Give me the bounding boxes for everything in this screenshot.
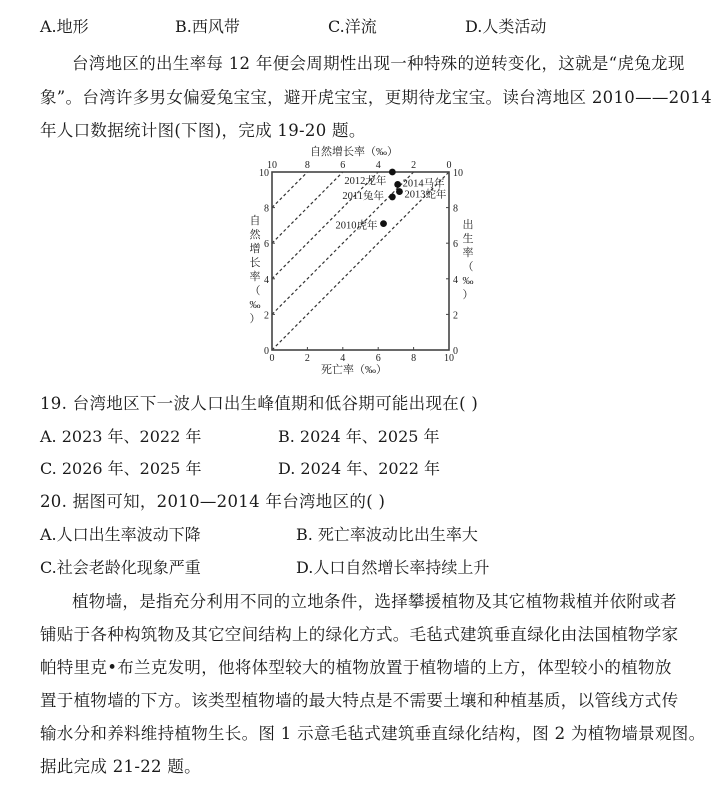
- left-axis-label: [250, 214, 262, 325]
- q19-option-a: A. 2023 年、2022 年: [40, 427, 202, 446]
- axis-label-char: ‰: [462, 275, 474, 287]
- axis-label-char: ）: [249, 313, 261, 325]
- axis-label-char: 率: [249, 271, 261, 283]
- top-tick-label: 10: [267, 160, 277, 171]
- q19-stem: 19. 台湾地区下一波人口出生峰值期和低谷期可能出现在( ): [40, 394, 479, 413]
- right-axis-label: [463, 217, 474, 301]
- right-tick-label: 8: [453, 203, 458, 215]
- q19-option-c: C. 2026 年、2025 年: [40, 459, 202, 478]
- y-tick-label: 8: [264, 203, 269, 215]
- x-tick-label: 2: [304, 353, 310, 364]
- right-tick-label: 0: [453, 346, 458, 357]
- right-tick-label: 2: [453, 310, 458, 322]
- top-axis-label: 自然增长率（‰）: [310, 146, 398, 158]
- axis-label-char: 然: [249, 229, 261, 241]
- x-tick-label: 4: [340, 353, 346, 364]
- q19-option-b: B. 2024 年、2025 年: [278, 427, 440, 446]
- top-tick-label: 0: [446, 160, 452, 171]
- axis-label-char: ）: [462, 289, 474, 301]
- axis-label-char: 增: [249, 243, 261, 255]
- top-tick-label: 4: [375, 160, 381, 171]
- y-tick-label: 4: [264, 274, 269, 286]
- right-tick-label: 4: [453, 274, 458, 286]
- y-tick-label: 10: [259, 168, 269, 179]
- q18-option-b: B.西风带: [175, 17, 240, 36]
- data-point-label: 2010虎年: [335, 220, 378, 232]
- x-tick-label: 0: [269, 353, 275, 364]
- passage-line-4: 置于植物墙的下方。该类型植物墙的最大特点是不需要土壤和种植基质，以管线方式传: [40, 691, 679, 710]
- axis-label-char: （: [462, 261, 474, 273]
- intro-line-2: 象”。台湾许多男女偏爱兔宝宝，避开虎宝宝，更期待龙宝宝。读台湾地区 2010——2014: [40, 88, 712, 107]
- q20-option-b: B. 死亡率波动比出生率大: [296, 525, 478, 544]
- intro-line-3: 年人口数据统计图(下图)，完成 19-20 题。: [40, 121, 366, 140]
- y-tick-label: 0: [264, 346, 269, 357]
- population-chart: [236, 140, 476, 380]
- top-tick-label: 8: [304, 160, 310, 171]
- q19-option-d: D. 2024 年、2022 年: [278, 459, 441, 478]
- top-tick-label: 2: [411, 160, 417, 171]
- passage-line-2: 铺贴于各种构筑物及其它空间结构上的绿化方式。毛毡式建筑垂直绿化由法国植物学家: [40, 625, 679, 644]
- top-tick-label: 6: [340, 160, 346, 171]
- x-tick-label: 10: [444, 353, 454, 364]
- q20-stem: 20. 据图可知，2010—2014 年台湾地区的( ): [40, 492, 386, 511]
- q18-option-a: A.地形: [40, 17, 89, 36]
- y-tick-label: 6: [264, 239, 269, 251]
- data-point-label: 2011兔年: [342, 190, 384, 202]
- q18-option-d: D.人类活动: [465, 17, 547, 36]
- iso-line: [272, 172, 307, 208]
- x-axis-label: 死亡率（‰）: [321, 364, 387, 376]
- axis-label-char: ‰: [249, 299, 261, 311]
- axis-label-char: 率: [462, 247, 474, 259]
- passage-line-3: 帕特里克•布兰克发明，他将体型较大的植物放置于植物墙的上方，体型较小的植物放: [40, 658, 672, 677]
- axis-label-char: 自: [249, 215, 261, 227]
- right-tick-label: 6: [453, 239, 458, 251]
- axis-label-char: 生: [462, 233, 474, 245]
- data-point: [394, 181, 401, 188]
- y-tick-label: 2: [264, 310, 269, 322]
- data-point: [389, 169, 396, 176]
- q20-option-d: D.人口自然增长率持续上升: [296, 558, 490, 577]
- axis-label-char: 出: [462, 219, 474, 231]
- data-point-label: 2012龙年: [344, 176, 387, 187]
- data-point: [380, 220, 387, 227]
- data-point-label: 2013蛇年: [404, 189, 447, 201]
- intro-line-1: 台湾地区的出生率每 12 年便会周期性出现一种特殊的逆转变化，这就是“虎兔龙现: [72, 54, 685, 73]
- iso-line: [272, 172, 343, 243]
- q20-option-c: C.社会老龄化现象严重: [40, 558, 201, 577]
- axis-label-char: 长: [249, 257, 261, 269]
- q20-option-a: A.人口出生率波动下降: [40, 525, 201, 544]
- x-tick-label: 8: [411, 353, 417, 364]
- data-point-label: 2014马年: [402, 178, 445, 190]
- x-tick-label: 6: [375, 353, 381, 364]
- data-point: [389, 194, 396, 201]
- passage-line-5: 输水分和养料维持植物生长。图 1 示意毛毡式建筑垂直绿化结构，图 2 为植物墙景观图。: [40, 724, 706, 743]
- passage-line-6: 据此完成 21-22 题。: [40, 757, 201, 776]
- q18-option-c: C.洋流: [328, 17, 377, 36]
- passage-line-1: 植物墙，是指充分利用不同的立地条件，选择攀援植物及其它植物栽植并依附或者: [72, 592, 677, 611]
- right-tick-label: 10: [453, 168, 463, 179]
- axis-label-char: （: [249, 285, 261, 297]
